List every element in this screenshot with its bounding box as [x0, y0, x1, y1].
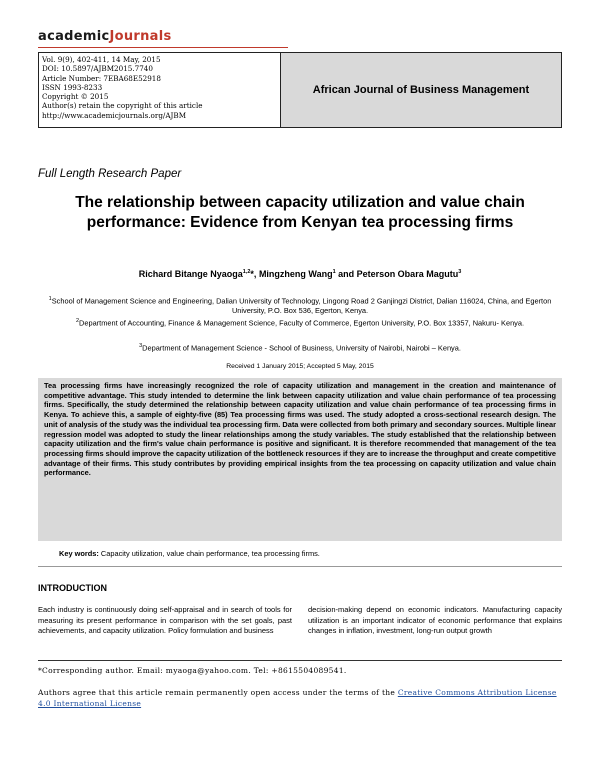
abstract-box	[38, 378, 562, 541]
author-2-sup: 1	[332, 269, 336, 275]
paper-type: Full Length Research Paper	[38, 168, 182, 180]
meta-article-number: Article Number: 7EBA68E52918	[42, 73, 161, 83]
author-2: Mingzheng Wang	[258, 269, 333, 279]
meta-url[interactable]: http://www.academicjournals.org/AJBM	[42, 110, 187, 120]
keywords	[59, 549, 559, 558]
abstract-text: Tea processing firms have increasingly recognized the role of capacity utilization and management in the creation and maintenance of competitive advantage. This study intended to determine the link between capacity utilization and value chain performance of tea processing firms. Specifically, the study determined the relationship between capacity utilization and value chain performance of tea processing firms in Kenya. To achieve this, a sample of eighty-five (85) Tea processing firms was used. The study adopted a cross-sectional research design. The unit of analysis of the study was the individual tea processing firm. Data were collected from both primary and secondary sources. Multiple linear regression model was adopted to study the linear relationships among the study variables. The study established that the relationship between capacity utilization and the firm's value chain performance is positive and significant. It is therefore recommended that management of the tea processing firms should improve the capacity utilization of the bottleneck resources if they are to increase the throughput and create competitive advantage of their firms. This study contributes by providing empirical insights from the tea processing on capacity utilization and value chain performance.	[44, 381, 556, 478]
license-text: Authors agree that this article remain permanently open access under the terms of the	[38, 688, 398, 697]
affiliation-2	[38, 316, 562, 328]
received-dates: Received 1 January 2015; Accepted 5 May, 2015	[226, 363, 374, 370]
corresponding-author: *Corresponding author. Email: myaoga@yahoo.com. Tel: +8615504089541.	[38, 666, 347, 675]
logo-text-academic: academic	[38, 29, 110, 44]
author-list	[38, 269, 562, 279]
keywords-text: Capacity utilization, value chain performance, tea processing firms.	[98, 549, 320, 558]
logo-underline	[38, 47, 288, 48]
author-3: Peterson Obara Magutu	[356, 269, 459, 279]
author-3-sup: 3	[458, 269, 462, 275]
journal-name: African Journal of Business Management	[312, 84, 530, 96]
license-link[interactable]: Creative Commons Attribution License 4.0 International License	[38, 688, 557, 708]
affiliation-2-text: Department of Accounting, Finance & Management Science, Faculty of Commerce, Egerton University, P.O. Box 13357, Nakuru- Kenya.	[79, 318, 525, 328]
body-column-left: Each industry is continuously doing self-appraisal and in search of tools for measuring its present performance in comparison with the set goals, past achievements, and capacity utilization. Policy formulation and business	[38, 605, 292, 636]
license-note	[38, 687, 562, 709]
journal-logo	[38, 29, 172, 44]
article-meta-box	[38, 52, 280, 128]
meta-volume: Vol. 9(9), 402-411, 14 May, 2015	[42, 55, 161, 64]
meta-rights: Author(s) retain the copyright of this article	[42, 101, 203, 111]
author-1: Richard Bitange Nyaoga	[138, 269, 243, 279]
affiliation-1	[38, 294, 562, 316]
logo-text-journals: Journals	[109, 29, 172, 44]
affiliation-1-sup: 1	[48, 296, 52, 302]
footnote-divider	[38, 660, 562, 661]
affiliation-2-sup: 2	[75, 318, 80, 324]
affiliation-3-text: Department of Management Science - School of Business, University of Nairobi, Nairobi – Kenya.	[142, 343, 461, 353]
paper-title: The relationship between capacity utilization and value chain performance: Evidence from Kenyan tea processing firms	[75, 194, 525, 231]
author-1-sup: 1,2	[242, 269, 251, 275]
meta-issn: ISSN 1993-8233	[42, 82, 103, 92]
keywords-divider	[38, 566, 562, 567]
meta-copyright: Copyright © 2015	[42, 92, 109, 102]
body-column-right: decision-making depend on economic indicators. Manufacturing capacity utilization is an important indicator of economic performance that explains changes in inflation, investment, long-run output growth	[308, 605, 562, 636]
author-1-mark: *,	[250, 269, 259, 279]
journal-name-box	[280, 52, 562, 128]
affiliation-1-text: School of Management Science and Engineering, Dalian University of Technology, Lingong Road 2 Ganjingzi District, Dalian 116024, China, and Egerton University, P.O. Box 536, Egerton, Kenya.	[51, 296, 552, 316]
meta-doi: DOI: 10.5897/AJBM2015.7740	[42, 64, 153, 74]
introduction-heading: INTRODUCTION	[38, 583, 107, 593]
affiliation-3-sup: 3	[139, 343, 143, 349]
author-and: and	[335, 269, 357, 279]
keywords-label: Key words:	[59, 549, 99, 558]
affiliation-3	[38, 341, 562, 353]
